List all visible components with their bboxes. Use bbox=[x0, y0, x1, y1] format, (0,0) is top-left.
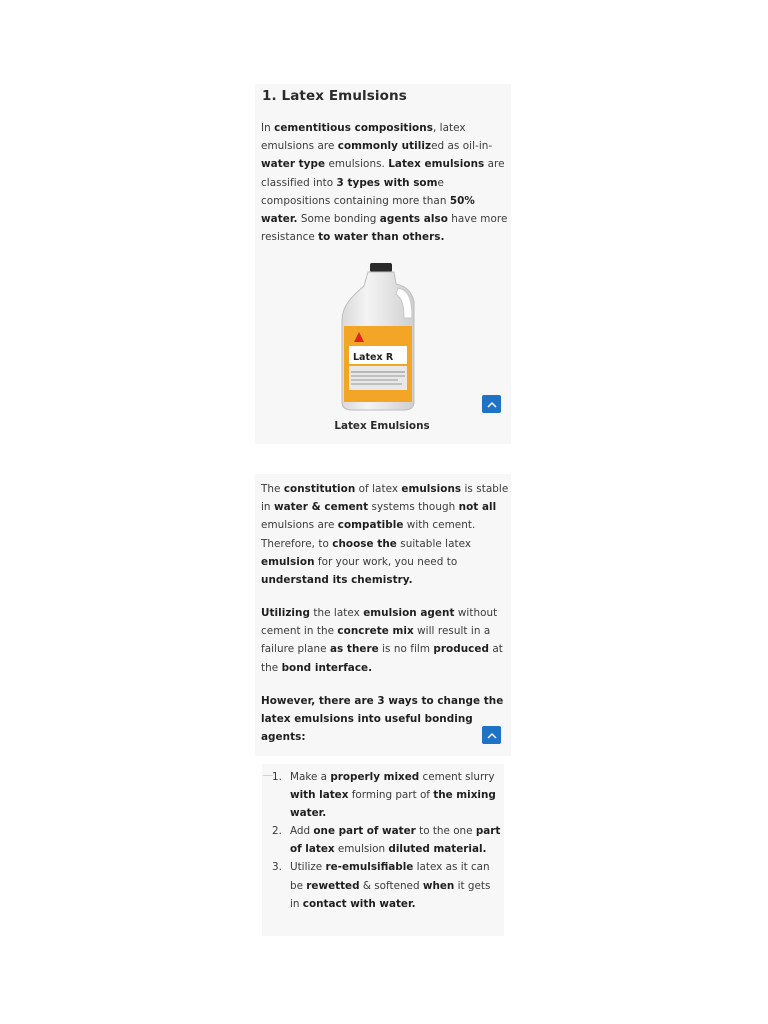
latex-bottle-image bbox=[340, 262, 420, 412]
text-run: cement slurry bbox=[419, 771, 495, 783]
text-run: & softened bbox=[359, 879, 423, 892]
text-run: the latex bbox=[309, 607, 364, 619]
text-run: forming part of bbox=[348, 789, 434, 802]
list-item bbox=[262, 768, 502, 822]
text-run: have more resistance bbox=[261, 213, 508, 244]
text-run: with cement. Therefore, to bbox=[261, 519, 476, 550]
bold-text-run: constitution bbox=[283, 483, 356, 495]
bold-text-run: diluted material. bbox=[388, 843, 487, 856]
list-item-number: 1. bbox=[272, 771, 282, 783]
list-item-number: 2. bbox=[272, 825, 282, 838]
intro-paragraph bbox=[261, 119, 509, 246]
text-run: of latex bbox=[355, 483, 402, 495]
text-run: is no film bbox=[378, 643, 434, 656]
text-run: Add bbox=[290, 825, 314, 838]
bold-text-run: rewetted bbox=[306, 879, 360, 892]
bold-text-run: emulsion agent bbox=[363, 607, 455, 619]
text-run: suitable latex bbox=[396, 537, 472, 550]
bold-text-run: 50% water. bbox=[261, 194, 475, 226]
bold-text-run: produced bbox=[433, 643, 489, 656]
text-run: is stable in bbox=[261, 483, 509, 514]
text-run: , latex emulsions are bbox=[261, 122, 466, 153]
ways-intro-paragraph: However, there are 3 ways to change the latex emulsions into useful bonding agents: bbox=[261, 695, 504, 744]
list-item-number: 3. bbox=[272, 861, 282, 874]
bold-text-run: concrete mix bbox=[337, 625, 414, 638]
bottle-label-text: Latex R bbox=[353, 352, 394, 363]
scroll-to-top-button[interactable] bbox=[482, 395, 501, 413]
text-run: emulsion bbox=[334, 843, 389, 856]
bold-text-run: choose the bbox=[332, 537, 397, 550]
text-run: emulsions are bbox=[261, 519, 338, 532]
steps-list bbox=[262, 768, 502, 913]
bold-text-run: contact with water. bbox=[302, 897, 416, 910]
bold-text-run: 3 types with som bbox=[336, 176, 438, 189]
bold-text-run: to water than others. bbox=[318, 231, 445, 244]
bold-text-run: water & cement bbox=[273, 501, 369, 514]
section-heading: 1. Latex Emulsions bbox=[262, 88, 407, 104]
bold-text-run: bond interface. bbox=[281, 661, 373, 674]
bold-text-run: agents also bbox=[379, 213, 448, 226]
list-item bbox=[262, 858, 502, 912]
bold-text-run: part of latex bbox=[290, 825, 501, 856]
bold-text-run: Latex emulsions bbox=[388, 158, 485, 171]
bold-text-run: when bbox=[422, 879, 455, 892]
text-run: emulsions. bbox=[325, 158, 389, 171]
text-run: at the bbox=[261, 643, 503, 674]
bold-text-run: emulsion bbox=[261, 555, 315, 568]
bold-text-run: properly mixed bbox=[330, 771, 420, 783]
usage-paragraph bbox=[261, 604, 509, 677]
constitution-paragraph bbox=[261, 480, 509, 589]
bold-text-run: compatible bbox=[337, 519, 404, 532]
scroll-to-top-button[interactable] bbox=[482, 726, 501, 744]
bold-text-run: commonly utiliz bbox=[337, 140, 432, 153]
text-run: Make a bbox=[290, 771, 331, 783]
list-item bbox=[262, 822, 502, 858]
text-run: will result in a failure plane bbox=[261, 625, 491, 656]
bold-text-run: one part of water bbox=[313, 825, 416, 838]
text-run: The bbox=[261, 483, 284, 495]
bold-text-run: understand its chemistry. bbox=[261, 574, 413, 587]
bold-text-run: as there bbox=[329, 643, 379, 656]
text-run: to the one bbox=[415, 825, 476, 838]
text-run: Utilize bbox=[290, 861, 326, 874]
bold-text-run: re-emulsifiable bbox=[325, 861, 414, 874]
text-run: Some bonding bbox=[297, 213, 380, 226]
bottle-illustration bbox=[340, 262, 420, 412]
text-run: ed as oil-in- bbox=[431, 140, 493, 153]
text-run: without cement in the bbox=[261, 607, 498, 638]
chevron-up-icon bbox=[487, 401, 497, 408]
bold-text-run: cementitious compositions bbox=[274, 122, 433, 134]
text-run: for your work, you need to bbox=[314, 555, 458, 568]
text-run: e compositions containing more than bbox=[261, 176, 450, 207]
chevron-up-icon bbox=[487, 732, 497, 739]
bold-text-run: Utilizing bbox=[261, 607, 310, 619]
text-run: In bbox=[261, 122, 275, 134]
text-run: are classified into bbox=[261, 158, 505, 189]
text-run: it gets in bbox=[290, 879, 491, 910]
bold-text-run: water type bbox=[261, 158, 326, 171]
text-run: latex as it can be bbox=[290, 861, 490, 892]
bold-text-run: not all bbox=[458, 501, 497, 514]
bold-text-run: the mixing water. bbox=[290, 789, 496, 820]
text-run: systems though bbox=[368, 501, 459, 514]
image-caption: Latex Emulsions bbox=[334, 420, 430, 432]
bold-text-run: with latex bbox=[290, 789, 349, 802]
bold-text-run: emulsions bbox=[401, 483, 462, 495]
